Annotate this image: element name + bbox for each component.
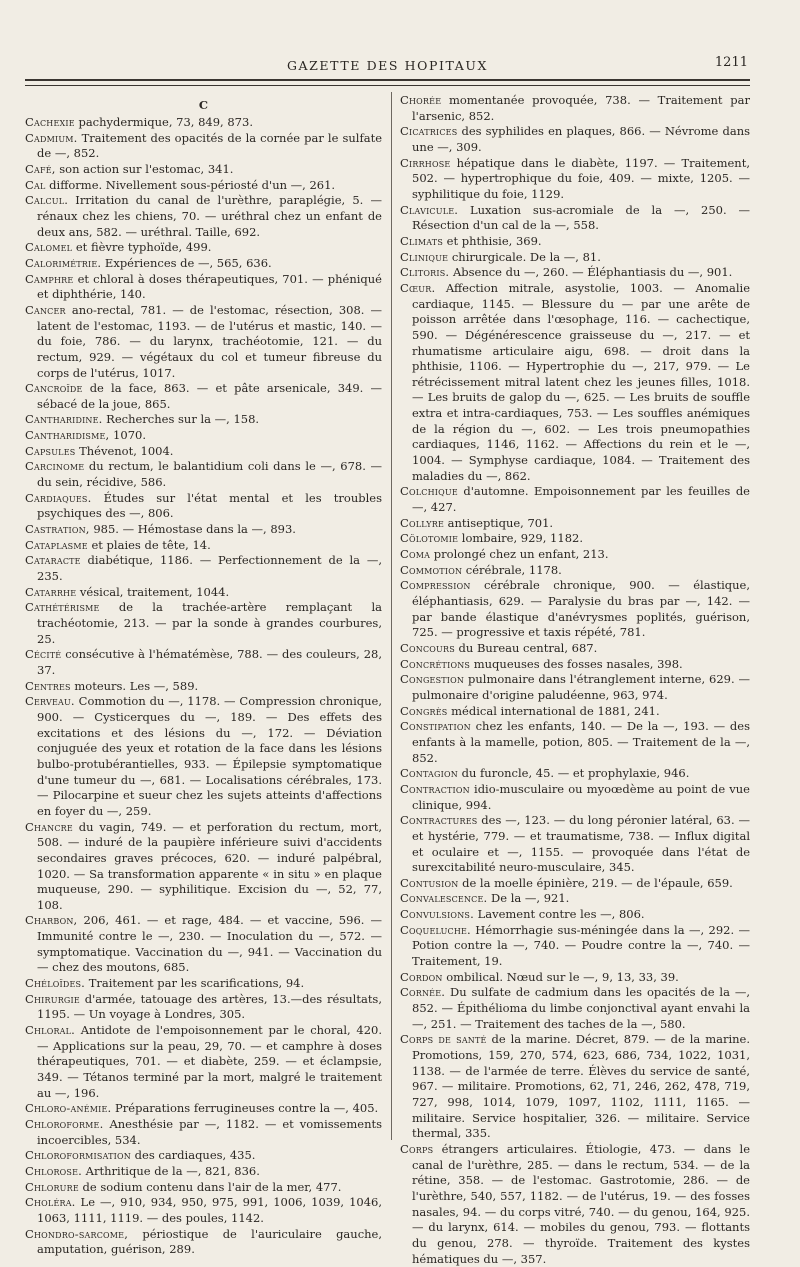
index-term: Climats <box>400 233 444 248</box>
index-entry <box>25 913 382 976</box>
header-rule-thick <box>25 79 750 81</box>
index-term: Cicatrices <box>400 124 458 139</box>
index-entry <box>400 970 750 986</box>
index-entry <box>400 203 750 234</box>
index-term: Constipation <box>400 719 471 734</box>
index-entry <box>25 992 382 1023</box>
index-term: Chancre <box>25 819 73 834</box>
index-entry <box>25 1023 382 1101</box>
index-references: et plaies de tête, 14. <box>87 537 211 552</box>
index-entry <box>25 820 382 914</box>
index-references: ombilical. Nœud sur le —, 9, 13, 33, 39. <box>442 969 679 984</box>
index-entry <box>25 240 382 256</box>
index-references: pulmonaire dans l'étranglement interne, 629. — pulmonaire d'origine paludéenne, 963, 974. <box>412 672 750 702</box>
index-references: pachydermique, 73, 849, 873. <box>74 115 253 129</box>
index-term: Corps de santé <box>400 1032 487 1047</box>
index-entry <box>400 516 750 532</box>
index-entry <box>400 891 750 907</box>
index-term: Calomel <box>25 240 73 255</box>
index-term: Cardiaques. <box>25 490 92 505</box>
index-term: Cordon <box>400 969 443 984</box>
index-entry <box>25 1227 382 1258</box>
index-term: Capsules <box>25 443 76 458</box>
index-term: Café, <box>25 161 56 176</box>
index-entry <box>25 679 382 695</box>
index-entry <box>400 250 750 266</box>
index-references: Antidote de l'empoisonnement par le choral, 420. — Applications sur la peau, 29, 70. — et camphre à doses thérapeutiques, 701. — et diabète, 259. — et éclampsie, 349. — Tétanos terminé par la mort, malgré le traitement au —, 196. <box>37 1023 382 1100</box>
index-entry <box>400 813 750 876</box>
index-references: chez les enfants, 140. — De la —, 193. — des enfants à la mamelle, potion, 805. — Traitement de la —, 852. <box>412 719 750 765</box>
index-term: Contusion <box>400 875 459 890</box>
index-references: médical international de 1881, 241. <box>447 703 660 718</box>
index-entry <box>400 563 750 579</box>
index-term: Cataplasme <box>25 537 88 552</box>
index-references: du rectum, le balantidium coli dans le —, 678. — du sein, récidive, 586. <box>37 459 382 490</box>
index-entry <box>400 923 750 970</box>
index-term: Cantharidisme, <box>25 428 110 443</box>
index-term: Chlorure <box>25 1179 79 1194</box>
index-entry <box>25 1164 382 1180</box>
index-references: Traitement par les scarifications, 94. <box>85 976 305 991</box>
index-entry <box>400 1142 750 1267</box>
index-term: Chloroforme. <box>25 1117 104 1131</box>
index-term: Cachexie <box>25 115 75 129</box>
index-references: vésical, traitement, 1044. <box>76 584 230 599</box>
index-term: Chorée <box>400 93 442 107</box>
index-references: et fièvre typhoïde, 499. <box>72 240 212 255</box>
index-references: de la trachée-artère remplaçant la trachéotomie, 213. — par la sonde à grandes courbures, 25. <box>37 600 382 646</box>
index-term: Chloroformisation <box>25 1148 131 1163</box>
index-references: de la moelle épinière, 219. — de l'épaule, 659. <box>458 875 733 890</box>
index-term: Cécité <box>25 647 62 662</box>
index-entry <box>25 303 382 381</box>
index-entry <box>25 256 382 272</box>
index-term: Chloro-anémie. <box>25 1101 112 1116</box>
left-column <box>25 93 382 1258</box>
index-entry <box>25 553 382 584</box>
index-entry <box>400 876 750 892</box>
index-references: consécutive à l'hématémèse, 788. — des couleurs, 28, 37. <box>37 647 382 677</box>
index-references: du vagin, 749. — et perforation du rectum, mort, 508. — induré de la paupière inférieure suivi d'accidents secondaires graves précoces, 620. — induré palpébral, 1020. — Sa transformation apparente « in situ » en plaque muqueuse, 290. — syphilitique. Excision du —, 52, 77, 108. <box>37 819 382 912</box>
index-entry <box>25 585 382 601</box>
index-references: 206, 461. — et rage, 484. — et vaccine, 596. — Immunité contre le —, 230. — Inoculation du —, 572. — symptomatique. Vaccination du —, 941. — Vaccination du — chez des moutons, 685. <box>37 913 382 975</box>
index-references: et phthisie, 369. <box>443 233 542 248</box>
index-entry <box>400 265 750 281</box>
index-references: d'armée, tatouage des artères, 13.—des résultats, 1195. — Un voyage à Londres, 305. <box>37 991 382 1022</box>
index-entry <box>25 647 382 678</box>
index-references: des cardiaques, 435. <box>131 1148 256 1163</box>
index-term: Corps <box>400 1141 434 1156</box>
index-term: Choléra. <box>25 1195 76 1210</box>
index-entry <box>25 538 382 554</box>
index-entry <box>400 766 750 782</box>
index-references: Préparations ferrugineuses contre la —, 405. <box>111 1101 379 1116</box>
index-entry <box>25 976 382 992</box>
index-references: hépatique dans le diabète, 1197. — Traitement, 502. — hypertrophique du foie, 409. — mixte, 1205. — syphilitique du foie, 1129. <box>412 155 750 201</box>
index-references: Thévenot, 1004. <box>75 443 174 458</box>
section-letter: C <box>198 98 209 112</box>
index-term: Catarrhe <box>25 584 77 599</box>
index-term: Castration, <box>25 522 90 537</box>
index-references: Arthritique de la —, 821, 836. <box>82 1163 260 1178</box>
index-references: cérébrale, 1178. <box>462 562 562 577</box>
index-references: Absence du —, 260. — Éléphantiasis du —, 901. <box>449 265 733 280</box>
index-entry <box>400 782 750 813</box>
index-references: Irritation du canal de l'urèthre, paraplégie, 5. — rénaux chez les chiens, 70. — uréthral chez un enfant de deux ans, 582. — uréthral. Taille, 692. <box>37 193 382 239</box>
index-term: Carcinome <box>25 459 85 474</box>
index-entry <box>25 412 382 428</box>
index-references: et chloral à doses thérapeutiques, 701. — phéniqué et diphthérie, 140. <box>37 271 382 302</box>
index-term: Calorimétrie. <box>25 255 102 270</box>
index-term: Cantharidine. <box>25 412 103 427</box>
index-references: momentanée provoquée, 738. — Traitement par l'arsenic, 852. <box>412 93 750 123</box>
index-entry <box>400 1032 750 1142</box>
index-term: Chirurgie <box>25 991 80 1006</box>
index-term: Cornée. <box>400 985 446 1000</box>
index-references: Commotion du —, 1178. — Compression chronique, 900. — Cysticerques du —, 189. — Des effets des excitations et des lésions du —, 172. — Déviation conjuguée des yeux et rotation de la face dans les lésions bulbo-protubérantielles, 933. — Épilepsie symptomatique d'une tumeur du —, 681. — Localisations cérébrales, 173. — Pilocarpine et sueur chez les sujets atteints d'affections en foyer du —, 259. <box>37 694 382 818</box>
index-references: Lavement contre les —, 806. <box>473 907 645 922</box>
index-term: Chondro-sarcome, <box>25 1226 129 1241</box>
index-term: Concrétions <box>400 656 471 671</box>
index-references: Anesthésie par —, 1182. — et vomissements incoercibles, 534. <box>37 1117 382 1147</box>
index-references: Le —, 910, 934, 950, 975, 991, 1006, 1039, 1046, 1063, 1111, 1119. — des poules, 1142. <box>37 1195 382 1225</box>
index-term: Cathétérisme <box>25 600 100 615</box>
index-term: Coma <box>400 547 431 562</box>
index-entry <box>400 531 750 547</box>
index-term: Cancroïde <box>25 381 83 396</box>
index-term: Contagion <box>400 766 458 781</box>
index-term: Cerveau. <box>25 694 75 709</box>
index-entry <box>400 907 750 923</box>
index-references: Luxation sus-acromiale de la —, 250. — Résection d'un cal de la —, 558. <box>412 202 750 233</box>
index-entry <box>25 491 382 522</box>
index-references: des syphilides en plaques, 866. — Névrome dans une —, 309. <box>412 124 750 154</box>
index-references: d'automne. Empoisonnement par les feuilles de —, 427. <box>412 484 750 515</box>
index-references: lombaire, 929, 1182. <box>458 531 583 546</box>
index-entry <box>400 156 750 203</box>
index-term: Convalescence. <box>400 891 488 906</box>
index-term: Clitoris. <box>400 265 450 280</box>
index-entry <box>400 672 750 703</box>
page-header <box>25 55 750 78</box>
index-term: Contraction <box>400 781 470 796</box>
index-entry <box>400 547 750 563</box>
index-term: Camphre <box>25 271 74 286</box>
index-term: Congrès <box>400 703 448 718</box>
index-term: Chéloïdes. <box>25 976 86 991</box>
index-entry <box>25 459 382 490</box>
index-references: 985. — Hémostase dans la —, 893. <box>89 522 296 537</box>
index-term: Charbon, <box>25 913 78 928</box>
index-term: Contractures <box>400 813 478 828</box>
index-entry <box>25 1195 382 1226</box>
index-term: Clinique <box>400 249 449 264</box>
index-entry <box>25 131 382 162</box>
index-references: son action sur l'estomac, 341. <box>55 161 234 176</box>
index-references: du Bureau central, 687. <box>454 640 598 655</box>
running-title: GAZETTE DES HOPITAUX <box>286 58 489 73</box>
index-references: difforme. Nivellement sous-périosté d'un —, 261. <box>45 177 336 192</box>
index-references: de sodium contenu dans l'air de la mer, 477. <box>78 1179 342 1194</box>
index-entry <box>400 281 750 485</box>
right-column <box>400 93 750 1267</box>
index-term: Cancer <box>25 302 66 317</box>
index-entry <box>25 272 382 303</box>
index-references: étrangers articulaires. Étiologie, 473. — dans le canal de l'urèthre, 285. — dans le rectum, 534. — de la rétine, 358. — de l'estomac. Gastrotomie, 286. — de l'urèthre, 540, 557, 1182. — de l'utérus, 19. — des fosses nasales, 94. — du corps vitré, 740. — du genou, 164, 925. — du larynx, 614. — mobiles du genou, 793. — flottants du genou, 278. — thyroïde. Traitement des kystes hématiques du —, 357. <box>412 1141 750 1266</box>
index-entry <box>25 428 382 444</box>
index-term: Clavicule. <box>400 202 459 217</box>
index-entry <box>400 641 750 657</box>
index-term: Cal <box>25 177 46 192</box>
index-references: de la marine. Décret, 879. — de la marine. Promotions, 159, 270, 574, 623, 686, 734, 1022, 1031, 1138. — de l'armée de terre. Élèves du service de santé, 967. — militaire. Promotions, 62, 71, 246, 262, 478, 719, 727, 998, 1014, 1079, 1097, 1102, 1111, 1165. — militaire. Service hospitalier, 326. — militaire. Service thermal, 335. <box>412 1032 751 1141</box>
index-references: idio-musculaire ou myoœdème au point de vue clinique, 994. <box>412 781 750 812</box>
index-references: muqueuses des fosses nasales, 398. <box>470 656 683 671</box>
index-entry <box>400 234 750 250</box>
index-entry <box>25 694 382 819</box>
index-entry <box>25 193 382 240</box>
column-divider <box>391 92 392 1140</box>
index-term: Congestion <box>400 672 465 687</box>
index-entry <box>25 1148 382 1164</box>
index-entry <box>25 1117 382 1148</box>
index-term: Cœur. <box>400 280 436 295</box>
index-references: Du sulfate de cadmium dans les opacités de la —, 852. — Épithélioma du limbe conjonctival ayant envahi la —, 251. — Traitement des taches de la —, 580. <box>412 985 750 1031</box>
index-entry <box>25 600 382 647</box>
index-entry <box>400 719 750 766</box>
index-entry <box>400 657 750 673</box>
header-rule-thin <box>25 85 750 86</box>
index-entry <box>25 381 382 412</box>
index-term: Commotion <box>400 562 463 577</box>
index-term: Chlorose. <box>25 1163 83 1178</box>
index-references: ano-rectal, 781. — de l'estomac, résection, 308. — latent de l'estomac, 1193. — de l'utérus et mastic, 140. — du foie, 786. — du larynx, trachéotomie, 121. — du rectum, 929. — végétaux du col et tumeur fibreuse du corps de l'utérus, 1017. <box>37 302 382 380</box>
index-entry <box>400 124 750 155</box>
index-entry <box>25 1180 382 1196</box>
index-term: Collyre <box>400 515 445 530</box>
index-entry <box>25 162 382 178</box>
index-term: Cölotomie <box>400 531 459 546</box>
index-entry <box>25 1101 382 1117</box>
index-term: Centres <box>25 678 71 693</box>
index-entry <box>25 522 382 538</box>
index-references: chirurgicale. De la —, 81. <box>448 249 601 264</box>
index-references: antiseptique, 701. <box>444 515 554 530</box>
index-references: Traitement des opacités de la cornée par le sulfate de —, 852. <box>37 130 382 161</box>
index-term: Chloral. <box>25 1023 76 1038</box>
index-term: Concours <box>400 640 455 655</box>
index-term: Colchique <box>400 484 458 499</box>
index-references: du furoncle, 45. — et prophylaxie, 946. <box>457 766 690 781</box>
index-references: moteurs. Les —, 589. <box>70 678 199 693</box>
index-term: Compression <box>400 578 471 593</box>
index-entry <box>25 178 382 194</box>
index-references: Affection mitrale, asystolie, 1003. — Anomalie cardiaque, 1145. — Blessure du — par une arête de poisson arrêtée dans l'œsophage, 116. — cachectique, 590. — Dégénérescence graisseuse du —, 217. — et rhumatisme articulaire aigu, 698. — droit dans la phthisie, 1106. — Hypertrophie du —, 217, 979. — Le rétrécissement mitral latent chez les jeunes filles, 1018. — Les bruits de galop du —, 625. — Les bruits de souffle extra et intra-cardiaques, 753. — Les souffles anémiques de la région du —, 602. — Les trois pneumopathies cardiaques, 1146, 1162. — Affections du rein et le —, 1004. — Symphyse cardiaque, 1084. — Traitement des maladies du —, 862. <box>412 280 750 483</box>
index-term: Coqueluche. <box>400 922 471 937</box>
index-entry <box>400 484 750 515</box>
index-references: périostique de l'auriculaire gauche, amputation, guérison, 289. <box>37 1226 382 1257</box>
index-references: Expériences de —, 565, 636. <box>101 255 272 270</box>
index-entry <box>25 115 382 131</box>
index-entry <box>25 444 382 460</box>
index-references: cérébrale chronique, 900. — élastique, éléphantiasis, 629. — Paralysie du bras par —, 142. — par bande élastique d'anévrysmes poplités, guérison, 725. — progressive et taxis répété, 781. <box>412 578 750 640</box>
index-entry <box>400 704 750 720</box>
index-references: De la —, 921. <box>487 891 570 906</box>
index-term: Calcul. <box>25 193 69 208</box>
index-references: Études sur l'état mental et les troubles psychiques des —, 806. <box>37 490 382 521</box>
index-entry <box>400 578 750 641</box>
index-term: Convulsions. <box>400 907 474 922</box>
index-references: Hémorrhagie sus-méningée dans la —, 292. — Potion contre la —, 740. — Poudre contre la —, 740. — Traitement, 19. <box>412 922 750 969</box>
index-references: de la face, 863. — et pâte arsenicale, 349. — sébacé de la joue, 865. <box>37 381 382 411</box>
index-references: diabétique, 1186. — Perfectionnement de la —, 235. <box>37 553 382 584</box>
index-term: Cataracte <box>25 553 81 568</box>
index-term: Cadmium. <box>25 130 78 145</box>
index-references: 1070. <box>109 428 146 443</box>
index-references: des —, 123. — du long péronier latéral, 63. — et hystérie, 779. — et traumatisme, 738. — Influx digital et oculaire et —, 1155. — provoquée dans l'état de surexcitabilité neuro-musculaire, 345. <box>412 813 750 875</box>
index-entry <box>400 93 750 124</box>
index-entry <box>400 985 750 1032</box>
index-references: prolongé chez un enfant, 213. <box>430 547 609 562</box>
page-number: 1211 <box>714 55 748 70</box>
index-references: Recherches sur la —, 158. <box>102 412 260 427</box>
index-term: Cirrhose <box>400 155 451 170</box>
